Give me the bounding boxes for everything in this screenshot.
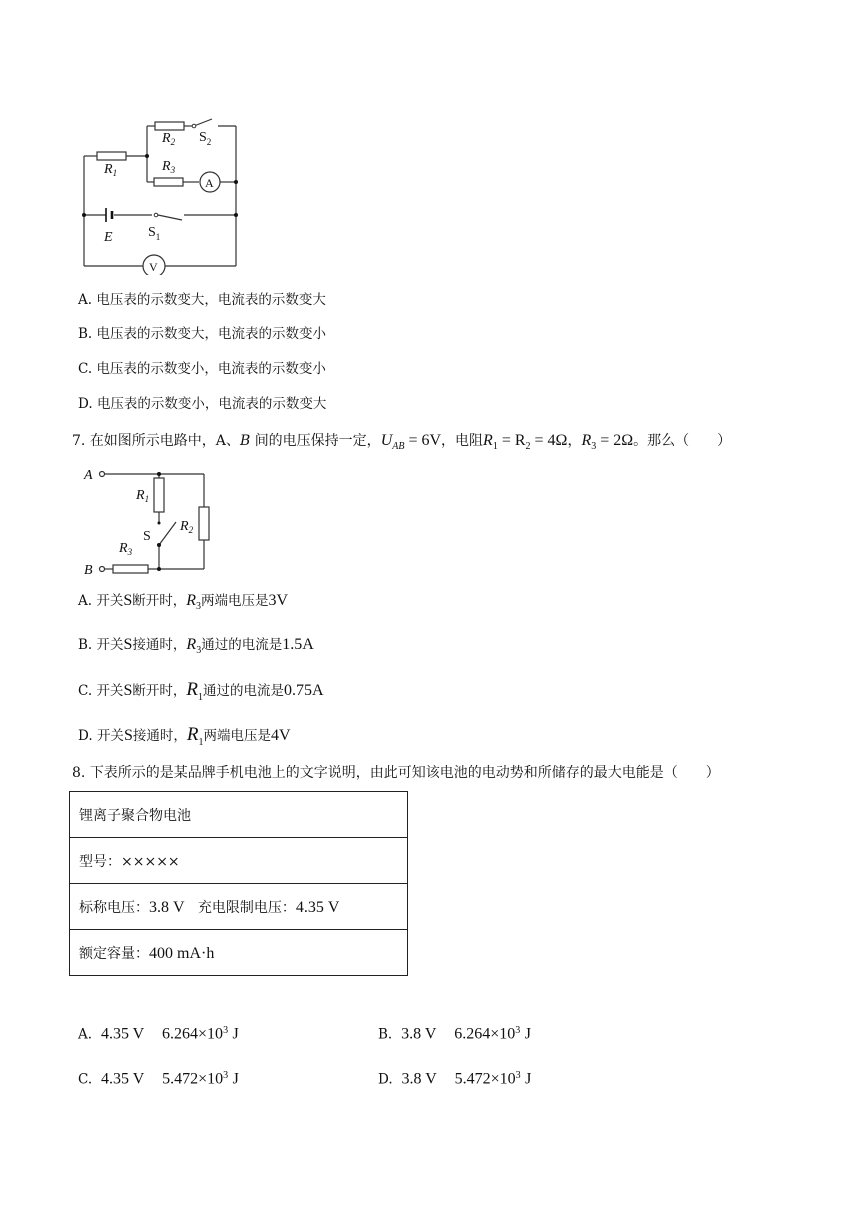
switch-s2 [194, 119, 212, 126]
q7-option-b[interactable]: B. 开关S接通时，$R_3$通过的电流是1.5A [78, 636, 314, 657]
battery-e [106, 208, 112, 222]
q7-stem: 7. 在如图所示电路中，A、B 间的电压保持一定，$U_{AB} = 6V$，电阻$R_1 = R_2 = 4\Omega$，$R_3 = 2\Omega$。那么（ ） [72, 432, 732, 453]
label-r3: $R_3$ [119, 541, 133, 557]
label-s: S [143, 529, 151, 544]
switch-s1 [158, 215, 182, 220]
q8-stem: 8. 下表所示的是某品牌手机电池上的文字说明，由此可知该电池的电动势和所储存的最大电能是（ ） [72, 765, 720, 781]
resistor-r2 [155, 122, 184, 130]
table-cell: 标称电压：3.8 V 充电限制电压：4.35 V [70, 884, 408, 930]
resistor-r3 [113, 565, 148, 573]
label-r3: $R_3$ [162, 159, 176, 175]
q6-option-a[interactable]: A. 电压表的示数变大，电流表的示数变大 [78, 292, 326, 308]
label-a: A [84, 468, 93, 483]
q6-option-d[interactable]: D. 电压表的示数变小，电流表的示数变大 [78, 396, 327, 412]
q6-circuit-diagram [70, 110, 250, 275]
q7-option-a[interactable]: A. 开关S断开时，$R_3$两端电压是3V [78, 592, 289, 613]
table-row [70, 838, 408, 884]
switch-s [159, 522, 176, 545]
label-s1: $S_1$ [148, 225, 161, 242]
label-voltmeter: V [149, 260, 158, 274]
q8-option-d[interactable]: D. 3.8 V $5.472\times 10^3$ J [378, 1070, 532, 1088]
resistor-r2 [199, 507, 209, 540]
resistor-r1 [97, 152, 126, 160]
label-s2: $S_2$ [199, 130, 212, 147]
q7-circuit-diagram [80, 462, 220, 580]
table-row [70, 884, 408, 930]
table-cell: 锂离子聚合物电池 [70, 792, 408, 838]
table-row [70, 930, 408, 976]
q6-option-b[interactable]: B. 电压表的示数变大，电流表的示数变小 [78, 326, 327, 342]
label-r2: $R_2$ [162, 131, 176, 147]
label-r2: $R_2$ [180, 519, 194, 535]
q8-option-a[interactable]: A. 4.35 V $6.264\times 10^3$ J [78, 1025, 239, 1043]
label-b: B [84, 563, 93, 578]
q8-option-c[interactable]: C. 4.35 V $5.472\times 10^3$ J [78, 1070, 239, 1088]
table-cell: 额定容量：400 mA·h [70, 930, 408, 976]
table-row [70, 792, 408, 838]
resistor-r3 [154, 178, 183, 186]
q8-option-b[interactable]: B. 3.8 V $6.264\times 10^3$ J [378, 1025, 531, 1043]
resistor-r1 [154, 478, 164, 512]
q7-option-d[interactable]: D. 开关S接通时，$R_1$两端电压是4V [78, 724, 291, 748]
q7-option-c[interactable]: C. 开关S断开时，$R_1$通过的电流是0.75A [78, 679, 324, 703]
q6-option-c[interactable]: C. 电压表的示数变小，电流表的示数变小 [78, 361, 326, 377]
label-e: E [104, 230, 113, 245]
battery-spec-table [69, 791, 408, 976]
label-ammeter: A [205, 176, 214, 190]
label-r1: $R_1$ [104, 162, 118, 178]
table-cell: 型号：××××× [70, 838, 408, 884]
label-r1: $R_1$ [136, 488, 150, 504]
